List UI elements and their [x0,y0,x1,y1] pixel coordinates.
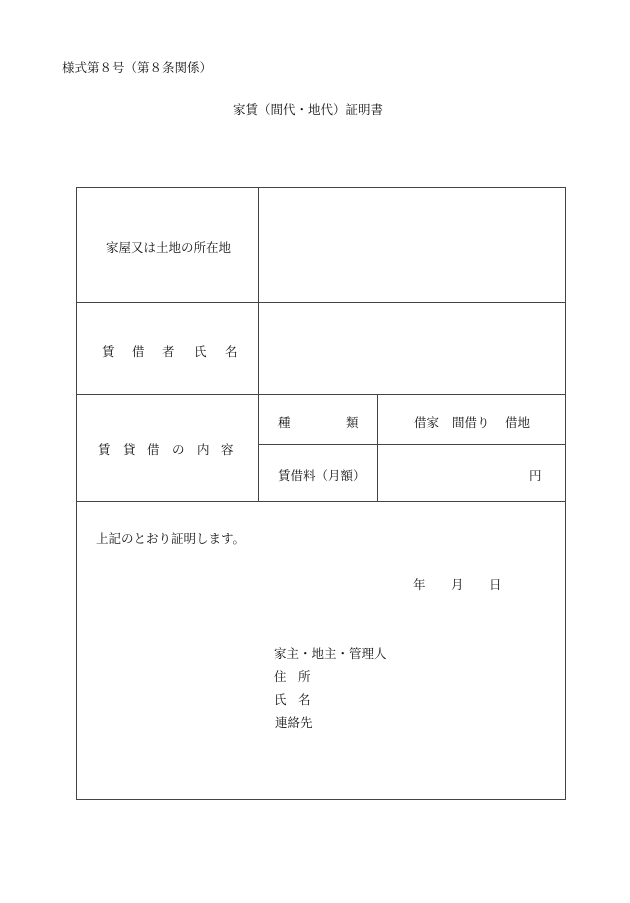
row-divider [258,444,566,445]
label-char: 氏 [194,344,207,359]
label-char: 賃 [102,344,115,359]
label-char: 住 [274,669,287,684]
label-char: 種 [278,415,291,430]
tenant-name-label [102,342,238,360]
type-option[interactable]: 間借り [452,415,490,430]
row-divider [76,501,566,502]
rent-unit: 円 [529,468,542,483]
label-char: 借 [132,344,145,359]
label-char: 氏 [274,692,287,707]
rent-label: 賃借料（月額） [278,468,366,483]
label-char: 容 [221,442,234,457]
certification-date [413,575,503,593]
label-char: 賃 [98,442,111,457]
label-char: 所 [298,669,311,684]
tenant-name-field[interactable] [262,306,562,390]
column-divider [258,187,259,502]
label-char: の [172,442,185,457]
label-char: 名 [298,692,311,707]
label-char: 者 [162,344,175,359]
rent-field[interactable] [381,448,521,497]
location-label: 家屋又は土地の所在地 [106,240,232,255]
label-char: 名 [225,344,238,359]
address-label [274,667,324,685]
type-option[interactable]: 借家 [414,415,440,430]
location-field[interactable] [262,191,562,298]
row-divider [76,302,566,303]
day-label: 日 [489,577,502,592]
type-option[interactable]: 借地 [505,415,531,430]
contact-label: 連絡先 [275,715,313,730]
name-label [274,690,324,708]
type-options [414,413,534,431]
month-label: 月 [451,577,464,592]
owner-role-label: 家主・地主・管理人 [274,646,387,661]
year-label: 年 [413,577,426,592]
label-char: 内 [197,442,210,457]
label-char: 貸 [123,442,136,457]
label-char: 借 [147,442,160,457]
type-label [278,413,358,431]
column-divider [377,394,378,501]
document-title: 家賃（間代・地代）証明書 [233,102,384,117]
row-divider [76,394,566,395]
contract-label [98,440,238,458]
label-char: 類 [346,415,359,430]
certification-statement: 上記のとおり証明します。 [96,531,246,546]
form-number: 様式第８号（第８条関係） [62,60,213,75]
